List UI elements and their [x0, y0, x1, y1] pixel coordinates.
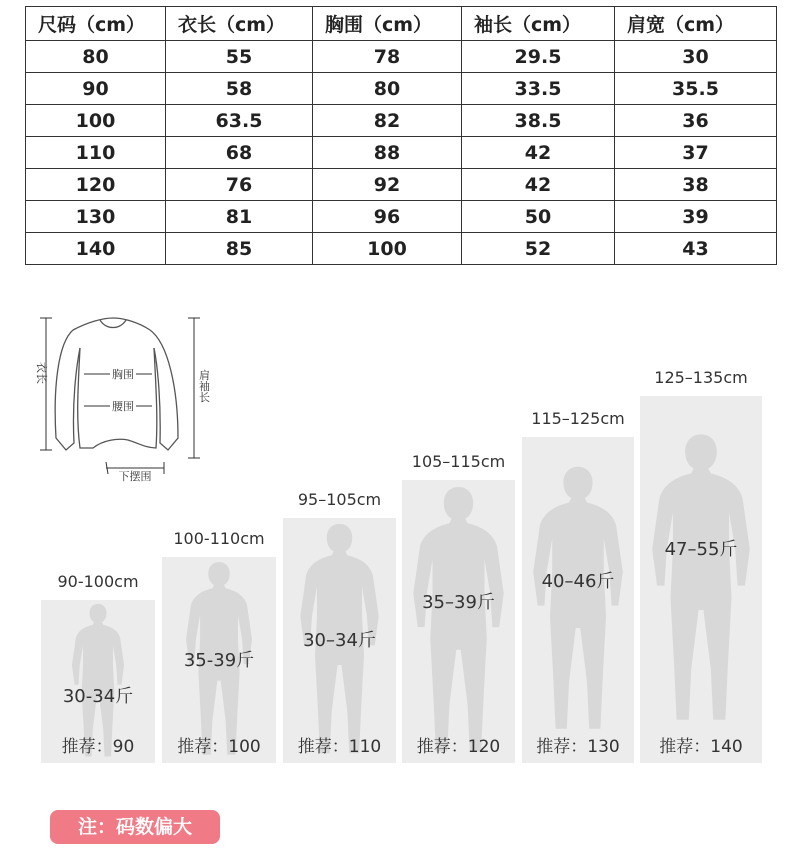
table-cell: 39 [615, 201, 777, 233]
height-range-label: 90-100cm [57, 572, 139, 591]
weight-range-label: 47–55斤 [664, 539, 738, 560]
table-cell: 80 [313, 73, 462, 105]
table-cell: 38.5 [462, 105, 615, 137]
table-cell: 63.5 [166, 105, 313, 137]
size-column [162, 557, 276, 763]
table-cell: 110 [26, 137, 166, 169]
table-cell: 96 [313, 201, 462, 233]
chest-label: 胸围 [112, 368, 134, 381]
table-cell: 52 [462, 233, 615, 265]
height-range-label: 100-110cm [173, 529, 265, 548]
recommended-size-label: 推荐：130 [536, 737, 620, 757]
table-row [26, 41, 777, 73]
weight-range-label: 30-34斤 [62, 686, 134, 707]
table-cell: 100 [313, 233, 462, 265]
size-chart-table [25, 6, 777, 265]
note-badge: 注：码数偏大 [50, 810, 220, 844]
table-header-row [26, 7, 777, 41]
table-cell: 88 [313, 137, 462, 169]
recommended-size-label: 推荐：140 [659, 737, 743, 757]
table-row [26, 105, 777, 137]
height-range-label: 95–105cm [297, 490, 382, 509]
garment-diagram [28, 308, 228, 483]
height-range-label: 115–125cm [531, 409, 625, 428]
table-cell: 30 [615, 41, 777, 73]
table-cell: 38 [615, 169, 777, 201]
recommended-size-label: 推荐：90 [61, 737, 135, 757]
recommended-size-label: 推荐：110 [297, 737, 382, 757]
table-row [26, 73, 777, 105]
table-cell: 50 [462, 201, 615, 233]
table-row [26, 137, 777, 169]
header-shoulder: 肩宽（cm） [615, 7, 777, 41]
table-row [26, 169, 777, 201]
height-range-label: 105–115cm [411, 452, 506, 471]
table-cell: 43 [615, 233, 777, 265]
header-sleeve: 袖长（cm） [462, 7, 615, 41]
table-row [26, 233, 777, 265]
hem-label: 下摆围 [118, 470, 152, 483]
table-cell: 82 [313, 105, 462, 137]
table-cell: 140 [26, 233, 166, 265]
table-row [26, 201, 777, 233]
child-silhouette-icon [522, 437, 634, 763]
length-label: 衣长 [35, 362, 48, 384]
sleeve-label: 肩袖长 [197, 369, 211, 403]
table-cell: 42 [462, 137, 615, 169]
table-cell: 33.5 [462, 73, 615, 105]
recommended-size-label: 推荐：100 [177, 737, 261, 757]
table-cell: 100 [26, 105, 166, 137]
table-cell: 68 [166, 137, 313, 169]
header-chest: 胸围（cm） [313, 7, 462, 41]
table-cell: 76 [166, 169, 313, 201]
table-cell: 29.5 [462, 41, 615, 73]
child-silhouette-icon [402, 480, 515, 763]
table-cell: 58 [166, 73, 313, 105]
table-cell: 90 [26, 73, 166, 105]
height-range-label: 125–135cm [654, 368, 748, 387]
weight-range-label: 40–46斤 [541, 571, 615, 592]
weight-range-label: 35–39斤 [422, 592, 495, 613]
size-column [41, 600, 155, 763]
size-column [640, 396, 762, 763]
table-cell: 92 [313, 169, 462, 201]
table-cell: 80 [26, 41, 166, 73]
waist-label: 腰围 [112, 400, 134, 413]
weight-range-label: 35-39斤 [183, 650, 255, 671]
recommended-size-label: 推荐：120 [416, 737, 501, 757]
table-cell: 35.5 [615, 73, 777, 105]
header-length: 衣长（cm） [166, 7, 313, 41]
weight-range-label: 30–34斤 [303, 630, 376, 651]
header-size: 尺码（cm） [26, 7, 166, 41]
table-cell: 78 [313, 41, 462, 73]
size-column [283, 518, 396, 763]
table-cell: 85 [166, 233, 313, 265]
table-cell: 36 [615, 105, 777, 137]
table-cell: 81 [166, 201, 313, 233]
size-column [402, 480, 515, 763]
size-column [522, 437, 634, 763]
child-silhouette-icon [640, 396, 762, 763]
table-cell: 55 [166, 41, 313, 73]
table-cell: 130 [26, 201, 166, 233]
table-cell: 120 [26, 169, 166, 201]
table-cell: 37 [615, 137, 777, 169]
table-cell: 42 [462, 169, 615, 201]
